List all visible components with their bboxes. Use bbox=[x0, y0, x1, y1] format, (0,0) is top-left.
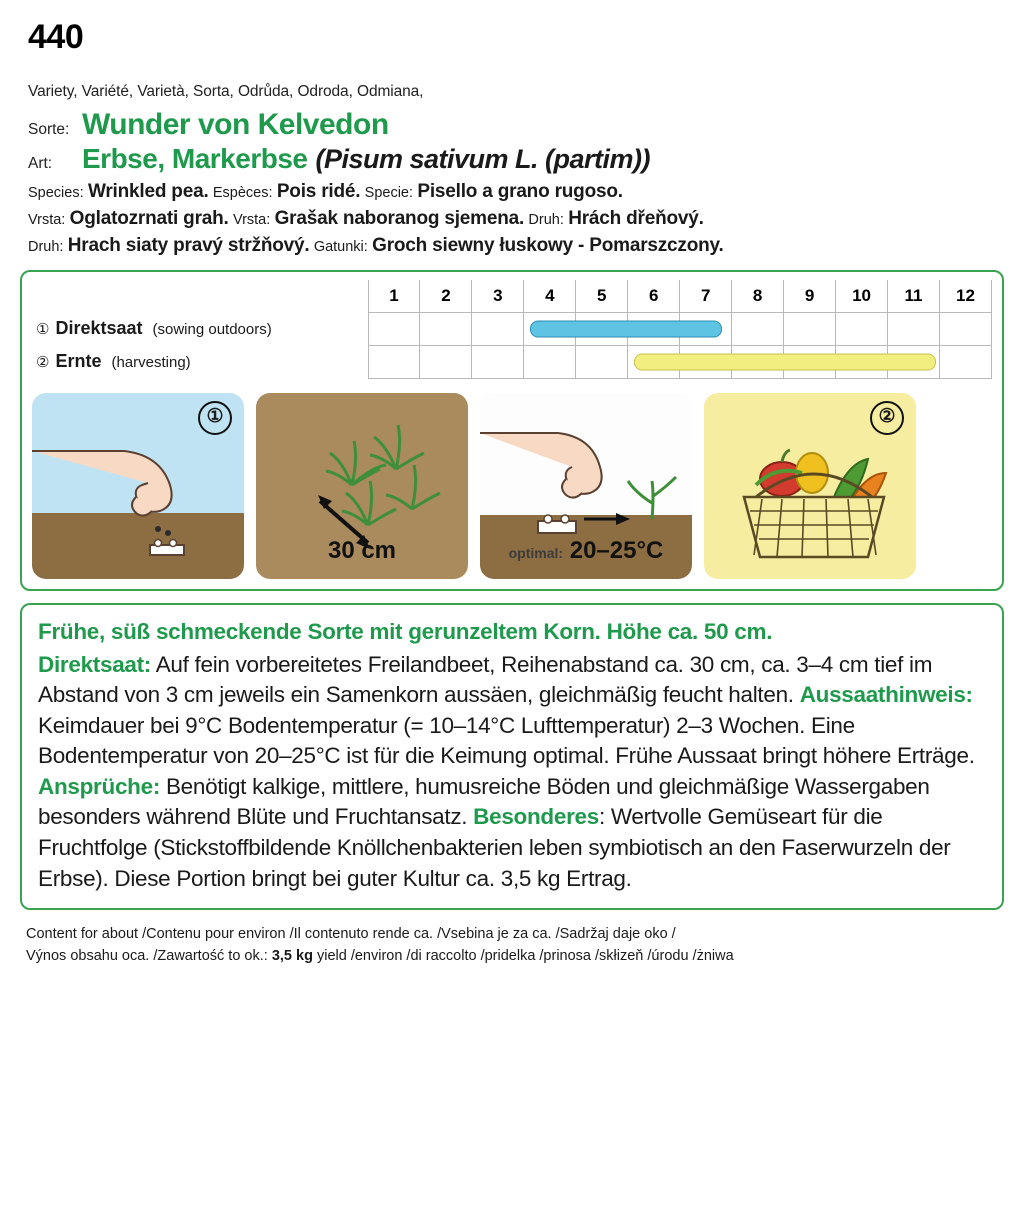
sowing-bar bbox=[530, 320, 722, 337]
row-label-harvest bbox=[32, 345, 368, 378]
calendar-cell bbox=[888, 312, 940, 345]
sorte-value: Wunder von Kelvedon bbox=[82, 108, 389, 141]
art-label: Art: bbox=[28, 155, 53, 172]
calendar-cell bbox=[732, 312, 784, 345]
month-header: 12 bbox=[939, 280, 991, 313]
trans-value: Wrinkled pea. bbox=[87, 181, 209, 202]
calendar-cell bbox=[368, 312, 420, 345]
calendar-cell-bar-start bbox=[628, 345, 680, 378]
sorte-row bbox=[28, 108, 1004, 142]
desc-label-ansprueche: Ansprüche: bbox=[38, 773, 161, 799]
trans-key: Specie: bbox=[364, 185, 414, 201]
month-header: 2 bbox=[420, 280, 472, 313]
desc-label-besonderes: Besonderes bbox=[473, 804, 599, 830]
sorte-label: Sorte: bbox=[28, 121, 70, 138]
names-block bbox=[28, 83, 1004, 260]
calendar-cell bbox=[420, 312, 472, 345]
row-subtitle: (sowing outdoors) bbox=[152, 321, 272, 339]
trans-key: Druh: bbox=[28, 238, 64, 255]
step-badge-2: ② bbox=[870, 401, 904, 435]
desc-label-direktsaat: Direktsaat: bbox=[38, 651, 152, 677]
row-number: ② bbox=[36, 354, 50, 372]
calendar-cell-bar-start bbox=[524, 312, 576, 345]
row-subtitle: (harvesting) bbox=[111, 354, 191, 372]
calendar-corner bbox=[32, 280, 368, 313]
pictogram-row-spacing bbox=[256, 393, 468, 579]
month-header: 4 bbox=[524, 280, 576, 313]
trans-value: Pois ridé. bbox=[276, 181, 361, 202]
month-header: 8 bbox=[732, 280, 784, 313]
art-row bbox=[28, 143, 1004, 175]
month-header: 10 bbox=[836, 280, 888, 313]
trans-value: Oglatozrnati grah. bbox=[69, 207, 229, 229]
calendar-cell bbox=[836, 312, 888, 345]
page-title: 440 bbox=[28, 18, 84, 56]
calendar-cell bbox=[939, 345, 991, 378]
calendar-cell bbox=[524, 345, 576, 378]
calendar-cell bbox=[472, 312, 524, 345]
trans-value: Pisello a grano rugoso. bbox=[417, 181, 623, 202]
calendar-cell bbox=[939, 312, 991, 345]
trans-key: Druh: bbox=[528, 211, 564, 228]
month-header: 1 bbox=[368, 280, 420, 313]
calendar-cell bbox=[472, 345, 524, 378]
month-header: 5 bbox=[576, 280, 628, 313]
desc-text-aussaathinweis: Keimdauer bei 9°C Bodentemperatur (= 10–14°C Lufttemperatur) 2–3 Wochen. Eine Bodentemperatur von 20–25°C ist für die Keimung optimal. Frühe Aussaat bringt höhere Erträge. bbox=[38, 712, 975, 769]
calendar-cell bbox=[420, 345, 472, 378]
temperature-caption bbox=[480, 537, 692, 565]
footer-content-note bbox=[26, 924, 1000, 968]
row-number: ① bbox=[36, 321, 50, 339]
description-body bbox=[38, 652, 975, 891]
footer-line-2 bbox=[26, 946, 1000, 968]
variety-languages-line: Variety, Variété, Varietà, Sorta, Odrůda, Odroda, Odmiana, bbox=[28, 83, 424, 100]
calendar-cell bbox=[784, 312, 836, 345]
trans-value: Hrach siaty pravý stržňový. bbox=[67, 234, 310, 256]
trans-key: Espèces: bbox=[212, 185, 273, 201]
desc-text-ansprueche: Benötigt kalkige, mittlere, humusreiche Böden und gleichmäßige Wassergaben besonders während Blüte und Fruchtansatz. bbox=[38, 773, 930, 830]
description-panel bbox=[20, 603, 1004, 910]
pictogram-germination-temperature bbox=[480, 393, 692, 579]
pictogram-sowing-outdoors bbox=[32, 393, 244, 579]
desc-text-besonderes: : Wertvolle Gemüseart für die Fruchtfolge (Stickstoffbildende Knöllchenbakterien leben symbiotisch an den Faserwurzeln der Erbse). Diese Portion bringt bei guter Kultur ca. 3,5 kg Ertrag. bbox=[38, 804, 951, 891]
row-title: Ernte bbox=[55, 351, 102, 372]
calendar-cell bbox=[576, 345, 628, 378]
calendar-row-harvest bbox=[32, 345, 992, 378]
month-header: 3 bbox=[472, 280, 524, 313]
footer-line-2-a: Výnos obsahu oca. /Zawartość to ok.: bbox=[26, 948, 272, 964]
art-value: Erbse, Markerbse bbox=[82, 143, 308, 174]
translation-line-2 bbox=[28, 206, 1004, 233]
trans-value: Grašak naboranog sjemena. bbox=[274, 207, 525, 229]
trans-value: Groch siewny łuskowy - Pomarszczony. bbox=[372, 234, 724, 256]
footer-yield-value: 3,5 kg bbox=[271, 948, 313, 964]
desc-text-direktsaat: Auf fein vorbereitetes Freilandbeet, Reihenabstand ca. 30 cm, ca. 3–4 cm tief im Abstand von 3 cm jeweils ein Samenkorn aussäen, gleichmäßig feucht halten. bbox=[38, 651, 933, 708]
footer-line-2-c: yield /environ /di raccolto /pridelka /prinosa /skłizeň /úrodu /żniwa bbox=[312, 948, 734, 964]
translations-block bbox=[28, 179, 1004, 260]
row-spacing-caption: 30 cm bbox=[327, 536, 397, 564]
month-header: 7 bbox=[680, 280, 732, 313]
trans-key: Species: bbox=[28, 185, 84, 201]
temperature-value: 20–25°C bbox=[569, 536, 664, 564]
calendar-row-sowing bbox=[32, 312, 992, 345]
trans-key: Vrsta: bbox=[28, 211, 66, 228]
pictogram-harvest-basket bbox=[704, 393, 916, 579]
sowing-harvest-calendar bbox=[32, 280, 992, 379]
month-header: 9 bbox=[784, 280, 836, 313]
row-label-sowing bbox=[32, 312, 368, 345]
footer-line-1: Content for about /Contenu pour environ /Il contenuto rende ca. /Vsebina je za ca. /Sadržaj daje oko / bbox=[26, 926, 676, 943]
trans-key: Vrsta: bbox=[232, 211, 271, 228]
temperature-prefix: optimal: bbox=[508, 544, 564, 561]
translation-line-3 bbox=[28, 233, 1004, 260]
latin-name: (Pisum sativum L. (partim)) bbox=[315, 144, 651, 174]
month-header: 11 bbox=[888, 280, 940, 313]
description-headline: Frühe, süß schmeckende Sorte mit gerunzeltem Korn. Höhe ca. 50 cm. bbox=[38, 618, 773, 644]
step-badge-1: ① bbox=[198, 401, 232, 435]
desc-label-aussaathinweis: Aussaathinweis: bbox=[799, 682, 973, 708]
trans-key: Gatunki: bbox=[313, 238, 368, 255]
harvest-bar bbox=[634, 353, 936, 370]
calendar-panel bbox=[20, 270, 1004, 591]
month-header: 6 bbox=[628, 280, 680, 313]
pictogram-strip bbox=[32, 393, 992, 579]
row-title: Direktsaat bbox=[55, 318, 143, 339]
calendar-cell bbox=[368, 345, 420, 378]
translation-line-1 bbox=[28, 179, 1004, 206]
trans-value: Hrách dřeňový. bbox=[568, 207, 704, 229]
